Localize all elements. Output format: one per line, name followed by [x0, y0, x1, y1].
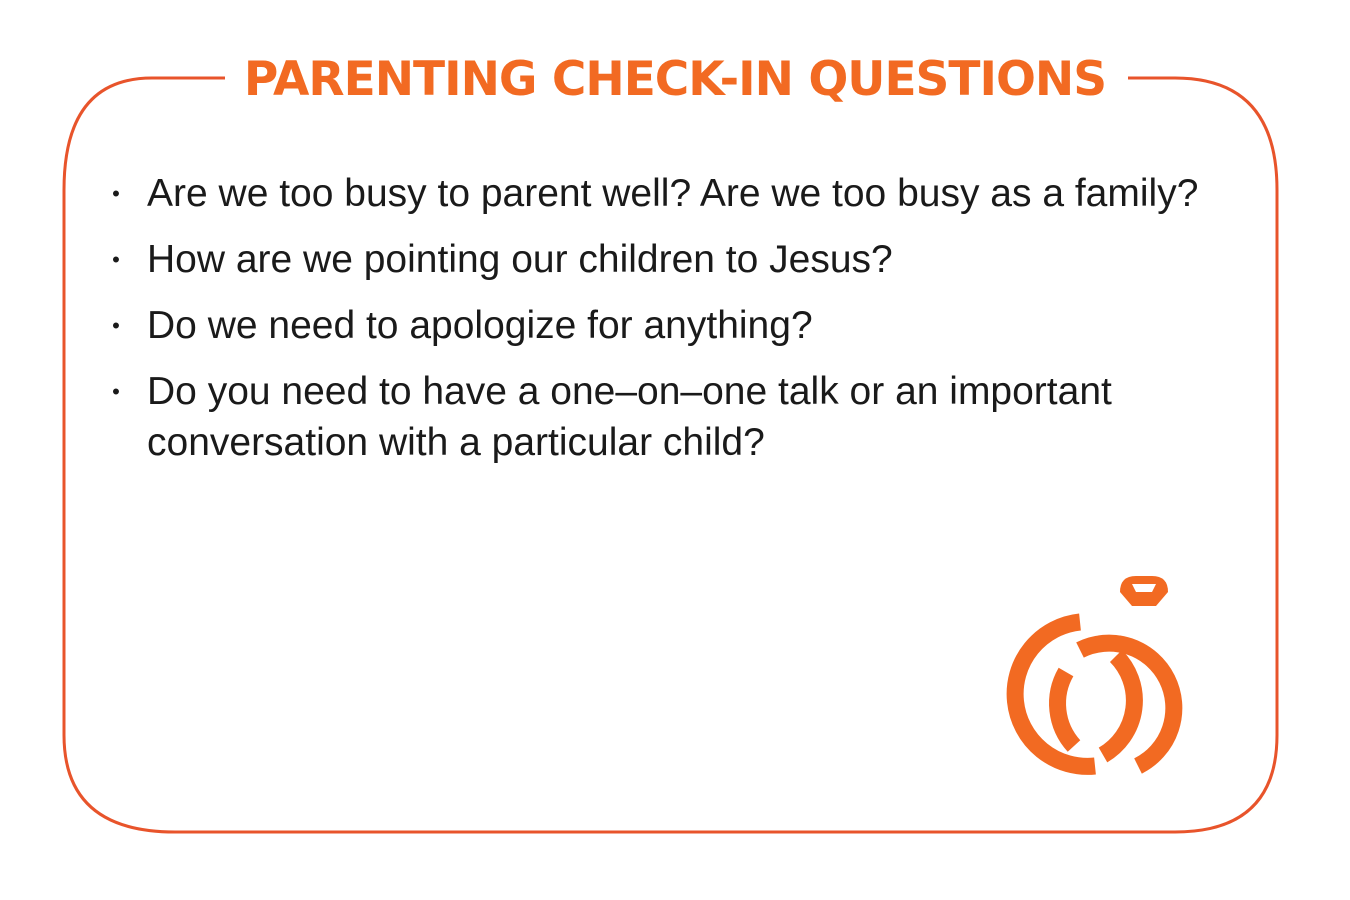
question-text: Do you need to have a one–on–one talk or an important conversation with a particular child?: [147, 370, 1112, 464]
list-item: [110, 168, 1200, 219]
question-text: How are we pointing our children to Jesus?: [147, 238, 893, 281]
list-item: [110, 234, 1200, 285]
question-text: Are we too busy to parent well? Are we too busy as a family?: [147, 172, 1199, 215]
bullet: •: [112, 313, 120, 338]
question-text: Do we need to apologize for anything?: [147, 304, 813, 347]
bullet: •: [112, 181, 120, 206]
card-title: PARENTING CHECK-IN QUESTIONS: [243, 52, 1107, 107]
bullet: •: [112, 247, 120, 272]
question-list: [110, 168, 1200, 483]
bullet: •: [112, 379, 120, 404]
list-item: [110, 300, 1200, 351]
list-item: [110, 366, 1200, 468]
interlocking-rings-icon: [970, 570, 1240, 790]
